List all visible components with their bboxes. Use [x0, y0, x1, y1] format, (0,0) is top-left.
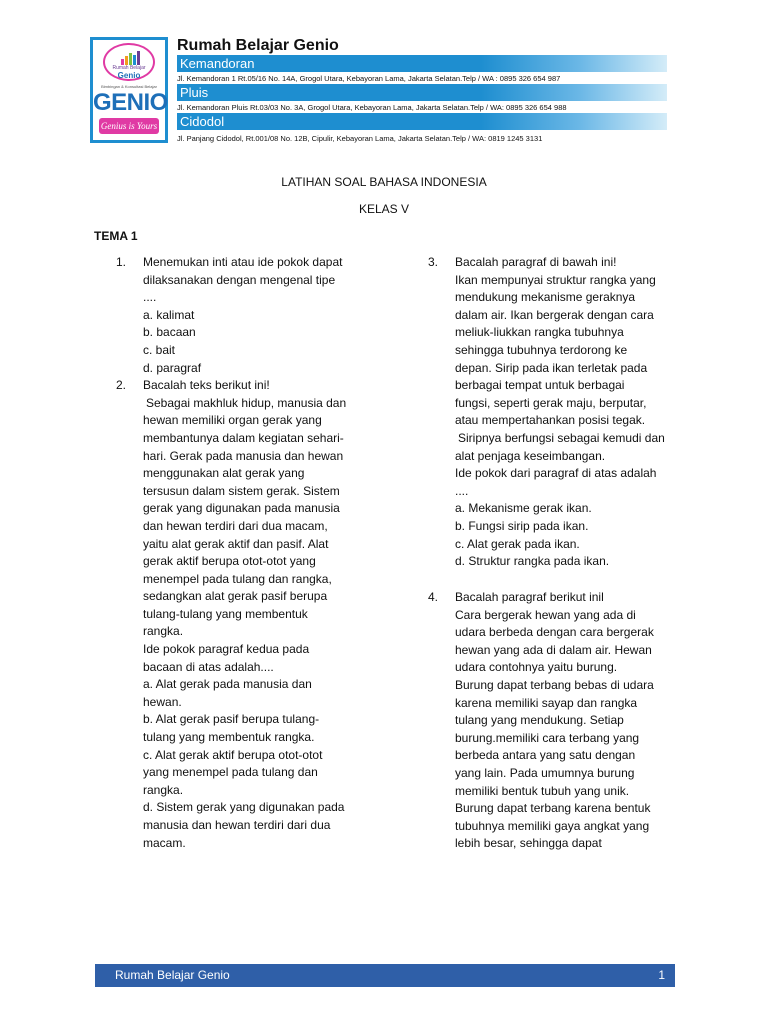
question-line: fungsi, seperti gerak maju, berputar, [455, 395, 647, 410]
question-line: berbeda antara yang satu dengan [455, 748, 636, 763]
question-line: alat penjaga keseimbangan. [455, 448, 606, 463]
question-line: c. Alat gerak aktif berupa otot-otot [143, 747, 323, 762]
logo-emblem [103, 43, 155, 81]
section-heading: TEMA 1 [94, 229, 138, 243]
footer-org-name: Rumah Belajar Genio [115, 968, 230, 982]
branch-name: Cidodol [180, 114, 225, 129]
question-line: rangka. [143, 624, 184, 639]
right-column-top [428, 254, 696, 571]
question-line: karena memiliki sayap dan rangka [455, 695, 638, 710]
question-line: a. Alat gerak pada manusia dan [143, 677, 312, 692]
question-line: burung.memiliki cara terbang yang [455, 730, 640, 745]
branch-bar-cidodol [177, 113, 667, 130]
question-line: hari. Gerak pada manusia dan hewan [143, 448, 344, 463]
question-line: tubuhnya memiliki gaya angkat yang [455, 818, 650, 833]
question-line: menempel pada tulang dan rangka, [143, 571, 332, 586]
question-line: tulang yang membentuk rangka. [143, 730, 315, 745]
question-line: Burung dapat terbang bebas di udara [455, 677, 654, 692]
question-number: 1. [116, 255, 127, 269]
question-line: Cara bergerak hewan yang ada di [455, 607, 636, 622]
question-line: hewan memiliki organ gerak yang [143, 413, 322, 428]
logo-slogan: Genius is Yours [99, 118, 159, 134]
branch-address: Jl. Kemandoran 1 Rt.05/16 No. 14A, Grogol Utara, Kebayoran Lama, Jakarta Selatan.Telp / WA : 0895 326 654 987 [177, 74, 561, 83]
question-number: 3. [428, 255, 439, 269]
question-line: Siripnya berfungsi sebagai kemudi dan [458, 430, 665, 445]
question-line: tersusun dalam sistem gerak. Sistem [143, 483, 340, 498]
question-line: Bacalah paragraf di bawah ini! [455, 255, 617, 269]
question-line: berbagai tempat untuk berbagai [455, 378, 625, 393]
document-title: LATIHAN SOAL BAHASA INDONESIA [281, 175, 487, 189]
question-line: sehingga tubuhnya terdorong ke [455, 342, 628, 357]
question-line: udara contohnya yaitu burung. [455, 660, 618, 675]
branch-name: Kemandoran [180, 56, 255, 71]
left-column [116, 254, 384, 852]
question-line: Bacalah paragraf berikut inil [455, 590, 604, 604]
question-line: Ide pokok paragraf kedua pada [143, 642, 310, 657]
question-line: membantunya dalam kegiatan sehari- [143, 430, 344, 445]
question-line: udara berbeda dengan cara bergerak [455, 625, 654, 640]
question-line: d. Struktur rangka pada ikan. [455, 554, 610, 569]
question-line: rangka. [143, 782, 184, 797]
question-line: bacaan di atas adalah.... [143, 659, 274, 674]
branch-address: Jl. Panjang Cidodol, Rt.001/08 No. 12B, Cipulir, Kebayoran Lama, Jakarta Selatan.Telp / WA: 0819 1245 3131 [177, 134, 543, 143]
question-line: depan. Sirip pada ikan terletak pada [455, 360, 648, 375]
question-line: Bacalah teks berikut ini! [143, 378, 270, 393]
question-3 [428, 254, 696, 571]
page-footer [95, 964, 675, 987]
question-line: sedangkan alat gerak pasif berupa [143, 589, 328, 604]
logo-circle-text: Rumah Belajar [112, 65, 146, 71]
question-line: Ikan mempunyai struktur rangka yang [455, 272, 656, 287]
branch-address: Jl. Kemandoran Pluis Rt.03/03 No. 3A, Grogol Utara, Kebayoran Lama, Jakarta Selatan.Telp / WA: 0895 326 654 988 [177, 103, 567, 112]
question-line: b. Alat gerak pasif berupa tulang- [143, 712, 320, 727]
question-number: 4. [428, 590, 439, 604]
bar-chart-icon [121, 51, 143, 65]
question-lines [455, 254, 696, 571]
logo-tagline: Bimbingan & Konsultasi Belajar [101, 84, 157, 89]
question-line: yang menempel pada tulang dan [143, 765, 318, 780]
question-line: dalam air. Ikan bergerak dengan cara [455, 307, 654, 322]
question-line: hewan. [143, 694, 182, 709]
branch-bar-pluis [177, 84, 667, 101]
question-line: memiliki bentuk tubuh yang unik. [455, 783, 630, 798]
question-lines [143, 377, 384, 852]
question-line: a. kalimat [143, 307, 195, 322]
question-line: c. bait [143, 342, 176, 357]
question-line: atau mempertahankan posisi tegak. [455, 413, 646, 428]
question-line: yaitu alat gerak aktif dan pasif. Alat [143, 536, 329, 551]
question-line: Ide pokok dari paragraf di atas adalah [455, 466, 657, 481]
question-line: d. paragraf [143, 360, 202, 375]
question-line: dan hewan terdiri dari dua macam, [143, 518, 328, 533]
question-line: Menemukan inti atau ide pokok dapat [143, 255, 343, 269]
question-line: mendukung mekanisme geraknya [455, 290, 636, 305]
question-line: tulang yang mendukung. Setiap [455, 713, 624, 728]
branch-name: Pluis [180, 85, 209, 100]
question-line: Sebagai makhluk hidup, manusia dan [146, 395, 347, 410]
question-line: d. Sistem gerak yang digunakan pada [143, 800, 345, 815]
question-line: b. bacaan [143, 325, 196, 340]
question-line: b. Fungsi sirip pada ikan. [455, 518, 589, 533]
logo-brand: GENIO [93, 89, 168, 116]
question-line: gerak yang digunakan pada manusia [143, 501, 340, 516]
question-line: lebih besar, sehingga dapat [455, 836, 602, 851]
page-number: 1 [658, 968, 665, 982]
question-line: .... [455, 483, 469, 498]
question-line: meliuk-liukkan rangka tubuhnya [455, 325, 624, 340]
question-line: dilaksanakan dengan mengenal tipe [143, 272, 336, 287]
question-line: macam. [143, 835, 186, 850]
document-subtitle: KELAS V [358, 202, 410, 216]
question-line: a. Mekanisme gerak ikan. [455, 501, 592, 516]
question-number: 2. [116, 378, 127, 393]
org-name: Rumah Belajar Genio [177, 37, 339, 54]
question-4 [428, 589, 696, 853]
right-column-bottom [428, 589, 696, 853]
branch-bar-kemandoran [177, 55, 667, 72]
question-line: tulang-tulang yang membentuk [143, 606, 308, 621]
question-line: gerak aktif berupa otot-otot yang [143, 554, 316, 569]
question-2 [116, 377, 384, 852]
logo [90, 37, 168, 143]
question-line: menggunakan alat gerak yang [143, 466, 305, 481]
question-line: .... [143, 290, 157, 305]
question-line: c. Alat gerak pada ikan. [455, 536, 580, 551]
question-lines [143, 254, 384, 377]
question-line: Burung dapat terbang karena bentuk [455, 801, 651, 816]
question-lines [455, 589, 696, 853]
logo-circle-brand: Genio [117, 71, 141, 80]
question-line: yang lain. Pada umumnya burung [455, 765, 635, 780]
question-line: manusia dan hewan terdiri dari dua [143, 818, 331, 832]
question-line: hewan yang ada di dalam air. Hewan [455, 642, 652, 657]
question-1 [116, 254, 384, 377]
